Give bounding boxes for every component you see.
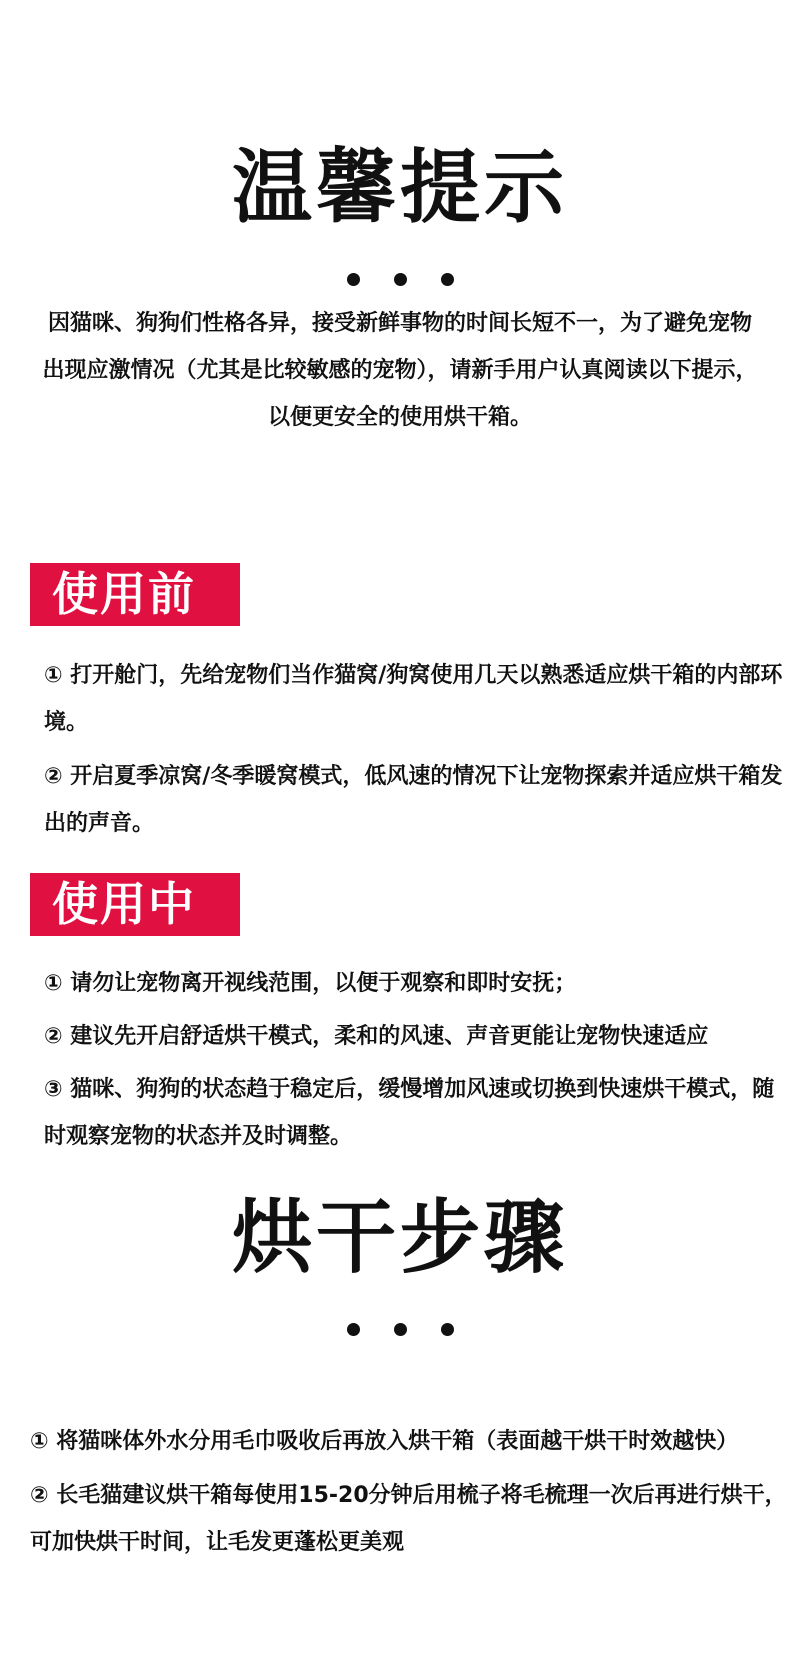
during-use-item-3: ③ 猫咪、狗狗的状态趋于稳定后，缓慢增加风速或切换到快速烘干模式，随时观察宠物的状态并及时调整。 — [44, 1077, 775, 1149]
steps-dots-divider — [0, 1323, 800, 1336]
dot-icon — [394, 273, 407, 286]
tips-intro: 因猫咪、狗狗们性格各异，接受新鲜事物的时间长短不一，为了避免宠物出现应激情况（尤其是比较敏感的宠物），请新手用户认真阅读以下提示，以便更安全的使用烘干箱。 — [42, 311, 758, 430]
dot-icon — [394, 1323, 407, 1336]
tips-title: 温馨提示 — [232, 141, 568, 234]
during-use-item-1: ① 请勿让宠物离开视线范围，以便于观察和即时安抚； — [44, 971, 577, 996]
dot-icon — [441, 1323, 454, 1336]
tips-dots-divider — [0, 273, 800, 286]
before-use-item-2: ② 开启夏季凉窝/冬季暖窝模式，低风速的情况下让宠物探索并适应烘干箱发出的声音。 — [44, 764, 783, 836]
dot-icon — [441, 273, 454, 286]
before-use-item-1: ① 打开舱门，先给宠物们当作猫窝/狗窝使用几天以熟悉适应烘干箱的内部环境。 — [44, 663, 783, 735]
steps-title: 烘干步骤 — [232, 1191, 568, 1284]
before-use-badge: 使用前 — [30, 563, 240, 626]
dot-icon — [347, 273, 360, 286]
steps-item-2: ② 长毛猫建议烘干箱每使用15-20分钟后用梳子将毛梳理一次后再进行烘干，可加快烘干时间，让毛发更蓬松更美观 — [30, 1483, 787, 1555]
dot-icon — [347, 1323, 360, 1336]
steps-item-1: ① 将猫咪体外水分用毛巾吸收后再放入烘干箱（表面越干烘干时效越快） — [30, 1429, 739, 1454]
during-use-item-2: ② 建议先开启舒适烘干模式，柔和的风速、声音更能让宠物快速适应 — [44, 1024, 709, 1049]
during-use-badge: 使用中 — [30, 873, 240, 936]
